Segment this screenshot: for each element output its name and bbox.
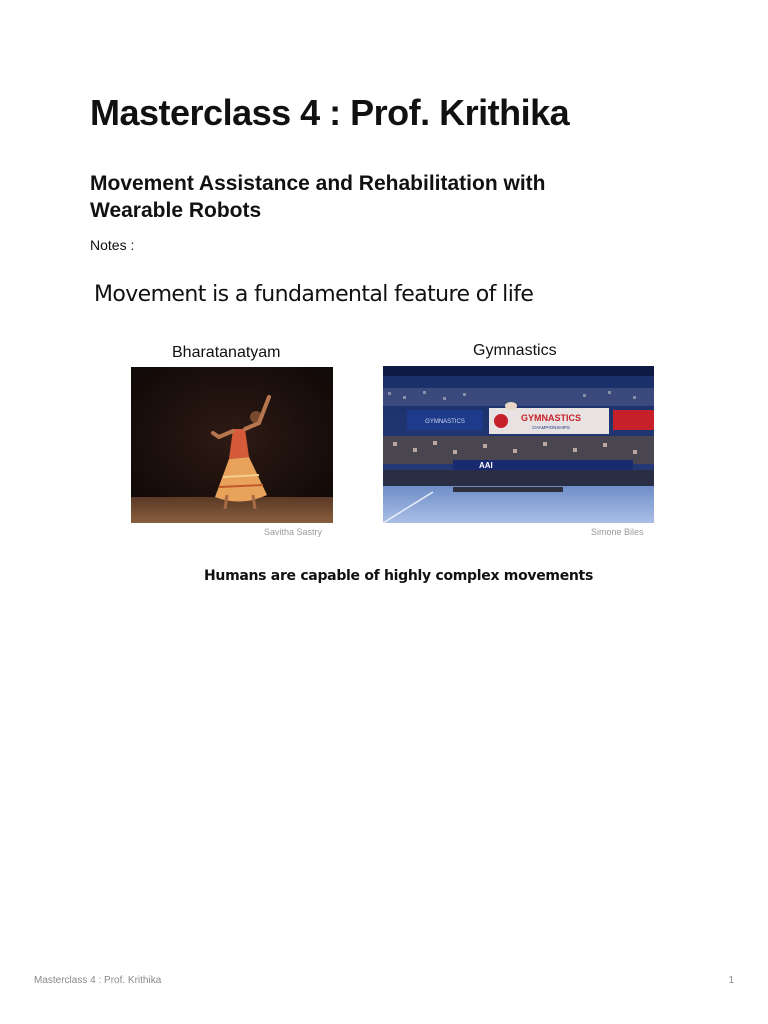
bharatanatyam-caption: Bharatanatyam [172,344,281,361]
banner-subtext: CHAMPIONSHIPS [532,425,570,430]
gymnastics-credit: Simone Biles [591,527,644,537]
bharatanatyam-photo [131,367,333,523]
svg-text:GYMNASTICS: GYMNASTICS [425,419,465,425]
page-footer-text: Masterclass 4 : Prof. Krithika [34,975,162,986]
document-title: Masterclass 4 : Prof. Krithika [90,92,570,133]
gymnastics-caption: Gymnastics [473,342,557,359]
notes-label: Notes : [90,237,135,253]
banner-text: GYMNASTICS [520,413,582,423]
bharatanatyam-credit: Savitha Sastry [264,527,323,537]
page-number: 1 [728,975,734,986]
document-subtitle: Movement Assistance and Rehabilitation with Wearable Robots [90,172,546,222]
embedded-slide [84,270,684,600]
slide-footer-text: Humans are capable of highly complex movements [204,568,593,584]
slide-heading: Movement is a fundamental feature of life [94,282,534,307]
aai-sign-text: AAI [479,461,493,470]
gymnastics-photo [383,366,654,523]
